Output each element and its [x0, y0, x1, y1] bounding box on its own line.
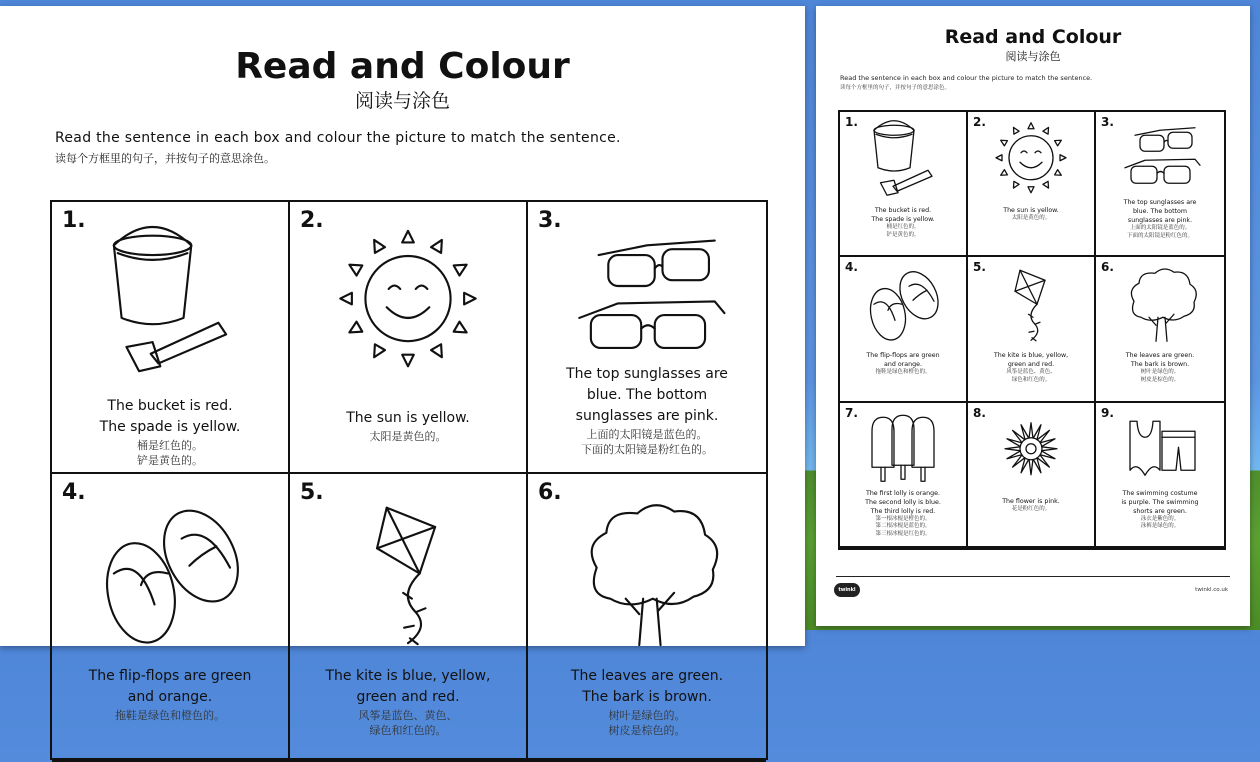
sentence-line: The kite is blue, yellow, — [993, 352, 1069, 360]
sentence-line-cn: 树皮是棕色的。 — [608, 724, 686, 737]
activity-box — [1096, 403, 1224, 548]
swimwear-icon — [1120, 411, 1200, 489]
sentence-line: The flip-flops are green — [88, 668, 252, 684]
sentence-line: The bucket is red. — [107, 398, 233, 414]
sentence-line: The top sunglasses are — [566, 366, 728, 382]
box-number: 4. — [62, 480, 86, 505]
preview-instruction-text-cn: 读每个方框里的句子，并按句子的意思涂色。 — [840, 85, 951, 91]
sentence-line: sunglasses are pink. — [575, 408, 719, 424]
sentence-line-cn: 第一根冰棍是橙色的。 — [875, 515, 931, 522]
activity-grid — [50, 200, 768, 760]
sentence-line: is purple. The swimming — [1121, 498, 1199, 506]
sentence-line: and orange. — [883, 361, 922, 369]
sentence-line-cn: 泳衣是紫色的。 — [1140, 515, 1180, 522]
instruction-text-cn: 读每个方框里的句子，并按句子的意思涂色。 — [55, 152, 275, 165]
worksheet-preview — [816, 6, 1250, 626]
kite-icon — [328, 498, 488, 648]
tree-icon — [567, 498, 727, 648]
sentence-line: blue. The bottom — [1132, 208, 1188, 215]
sentence-line-cn: 铲是黄色的。 — [886, 231, 920, 238]
box-number: 5. — [973, 260, 986, 275]
flip-flops-icon — [863, 265, 943, 343]
box-sentence — [294, 408, 522, 444]
sentence-line-cn: 拖鞋是绿色和橙色的。 — [115, 709, 225, 722]
box-number: 2. — [973, 115, 986, 129]
activity-box — [840, 403, 968, 548]
sunglasses-icon — [1120, 120, 1200, 198]
box-sentence — [972, 206, 1090, 223]
box-sentence — [294, 666, 522, 738]
sentence-line: green and red. — [356, 689, 460, 705]
box-sentence — [844, 206, 962, 239]
sentence-line-cn: 拖鞋是绿色和橙色的。 — [875, 369, 931, 376]
sentence-line-cn: 第三根冰棍是红色的。 — [875, 530, 931, 537]
tree-icon — [1120, 265, 1200, 343]
sentence-line-cn: 铲是黄色的。 — [137, 454, 203, 467]
sentence-line: shorts are green. — [1133, 507, 1187, 515]
sentence-line-cn: 太阳是黄色的。 — [1011, 215, 1051, 221]
sentence-line: green and red. — [1007, 361, 1055, 369]
sentence-line-cn: 花是粉红色的。 — [1011, 505, 1051, 512]
sentence-line: The leaves are green. — [1125, 352, 1195, 360]
sentence-line: The swimming costume — [1122, 489, 1198, 497]
activity-box — [1096, 112, 1224, 257]
activity-box — [1096, 257, 1224, 402]
box-number: 6. — [538, 480, 562, 505]
sun-icon — [328, 226, 488, 376]
box-number: 7. — [845, 405, 858, 420]
sentence-line: The sun is yellow. — [346, 410, 470, 426]
sentence-line-cn: 上面的太阳镜是蓝色的。 — [586, 428, 708, 441]
sun-icon — [991, 120, 1071, 198]
box-number: 3. — [538, 208, 562, 233]
sentence-line-cn: 上面的太阳镜是蓝色的。 — [1129, 225, 1191, 231]
instruction-text: Read the sentence in each box and colour the picture to match the sentence. — [55, 130, 621, 146]
sentence-line-cn: 下面的太阳镜是粉红色的。 — [1126, 232, 1193, 239]
sentence-line-cn: 风筝是蓝色、黄色、 — [1006, 369, 1056, 376]
flip-flops-icon — [90, 498, 250, 648]
activity-box — [840, 112, 968, 257]
sentence-line-cn: 下面的太阳镜是粉红色的。 — [581, 443, 713, 456]
sentence-line-cn: 树叶是绿色的。 — [1140, 369, 1180, 376]
sentence-line: sunglasses are pink. — [1127, 217, 1193, 224]
box-sentence — [844, 351, 962, 377]
sentence-line: The leaves are green. — [570, 668, 724, 684]
sentence-line-cn: 树叶是绿色的。 — [608, 709, 686, 722]
sunglasses-icon — [567, 226, 727, 376]
box-number: 9. — [1101, 405, 1114, 420]
footer-site: twinkl.co.uk — [1195, 587, 1228, 593]
flower-icon — [991, 411, 1071, 489]
page-title: Read and Colour — [235, 46, 570, 87]
box-sentence — [532, 364, 762, 457]
sentence-line-cn: 绿色和红色的。 — [1011, 376, 1051, 383]
box-sentence — [56, 396, 284, 468]
box-sentence — [56, 666, 284, 723]
box-sentence — [1100, 489, 1220, 531]
box-number: 2. — [300, 208, 324, 233]
sentence-line-cn: 树皮是棕色的。 — [1140, 376, 1180, 383]
box-number: 6. — [1101, 260, 1114, 275]
activity-box — [528, 474, 766, 762]
twinkl-logo: twinkl — [834, 583, 860, 597]
activity-box — [968, 257, 1096, 402]
box-number: 1. — [845, 115, 858, 129]
kite-icon — [991, 265, 1071, 343]
sentence-line-cn: 太阳是黄色的。 — [369, 430, 447, 443]
sentence-line-cn: 风筝是蓝色、黄色、 — [358, 709, 458, 722]
sentence-line: The bark is brown. — [1130, 361, 1190, 369]
preview-activity-grid — [838, 110, 1226, 550]
sentence-line-cn: 泳裤是绿色的。 — [1140, 523, 1180, 530]
activity-box — [840, 257, 968, 402]
sentence-line: The spade is yellow. — [871, 216, 935, 223]
sentence-line: The top sunglasses are — [1123, 199, 1197, 206]
box-sentence — [1100, 198, 1220, 240]
sentence-line-cn: 第二根冰棍是蓝色的。 — [875, 523, 931, 530]
activity-box — [52, 202, 290, 474]
activity-box — [968, 403, 1096, 548]
sentence-line: The kite is blue, yellow, — [325, 668, 491, 684]
bucket-and-spade-icon — [90, 226, 250, 376]
sentence-line: The spade is yellow. — [99, 419, 241, 435]
box-number: 4. — [845, 260, 858, 275]
box-number: 3. — [1101, 115, 1114, 129]
box-number: 1. — [62, 208, 86, 233]
sentence-line: The second lolly is blue. — [865, 498, 941, 506]
sentence-line: The first lolly is orange. — [865, 489, 941, 497]
bucket-and-spade-icon — [863, 120, 943, 198]
preview-title: Read and Colour — [944, 26, 1122, 48]
page-subtitle-cn: 阅读与涂色 — [354, 90, 450, 112]
sentence-line: The flip-flops are green — [866, 352, 940, 360]
sentence-line: blue. The bottom — [586, 387, 708, 403]
preview-subtitle-cn: 阅读与涂色 — [1005, 50, 1061, 63]
sentence-line-cn: 桶是红色的。 — [886, 224, 920, 230]
sentence-line: The flower is pink. — [1002, 497, 1060, 505]
activity-box — [968, 112, 1096, 257]
box-sentence — [1100, 351, 1220, 384]
sentence-line: The third lolly is red. — [870, 507, 936, 515]
activity-box — [290, 474, 528, 762]
box-sentence — [972, 351, 1090, 384]
sentence-line: The bucket is red. — [874, 207, 932, 214]
activity-box — [52, 474, 290, 762]
preview-instruction-text: Read the sentence in each box and colour the picture to match the sentence. — [840, 74, 1093, 82]
sentence-line: The sun is yellow. — [1003, 207, 1059, 214]
sentence-line: The bark is brown. — [582, 689, 712, 705]
ice-lollies-icon — [863, 411, 943, 489]
worksheet-zoomed — [0, 6, 805, 737]
sentence-line-cn: 绿色和红色的。 — [369, 724, 447, 737]
box-sentence — [532, 666, 762, 738]
box-number: 8. — [973, 405, 986, 420]
sentence-line: and orange. — [127, 689, 213, 705]
box-number: 5. — [300, 480, 324, 505]
footer-divider — [836, 576, 1230, 577]
box-sentence — [844, 489, 962, 539]
activity-box — [528, 202, 766, 474]
sentence-line-cn: 桶是红色的。 — [137, 439, 203, 452]
activity-box — [290, 202, 528, 474]
box-sentence — [972, 497, 1090, 514]
